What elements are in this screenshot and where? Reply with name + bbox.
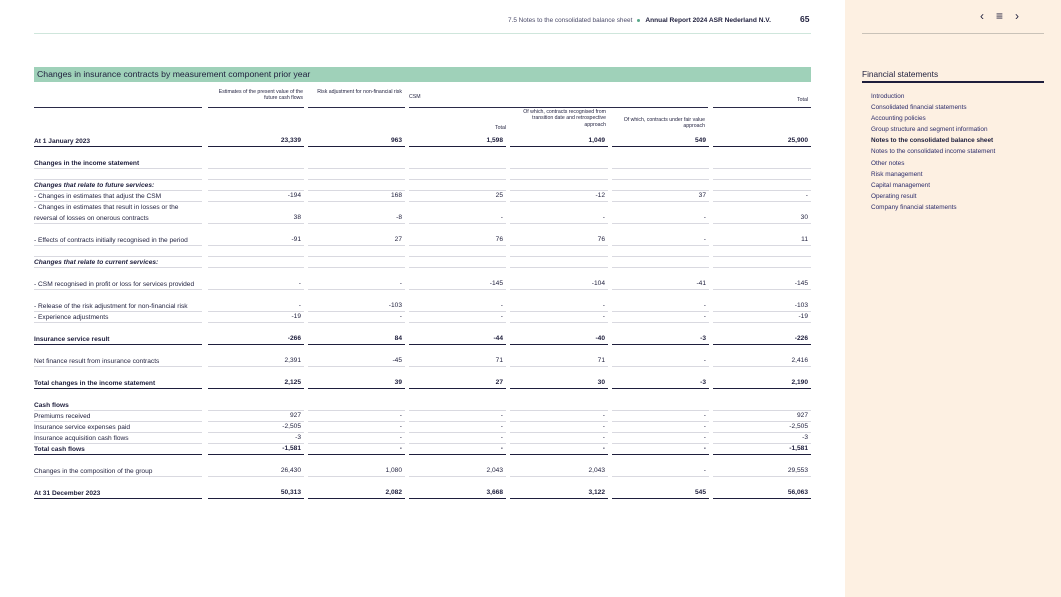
table-cell: 23,339 [280, 137, 301, 144]
row-label: - Changes in estimates that result in losses or the reversal of losses on onerous contracts [34, 204, 179, 222]
table-row [34, 422, 811, 433]
row-rule [713, 322, 811, 323]
table-cell: - [703, 423, 706, 430]
sidebar-nav-item[interactable]: Risk management [871, 170, 923, 178]
table-row [34, 466, 811, 477]
row-rule [409, 344, 506, 345]
row-rule [308, 476, 405, 477]
table-title: Changes in insurance contracts by measurement component prior year [37, 69, 311, 79]
col-header-pv-future-cash-flows: Estimates of the present value of the future cash flows [218, 89, 303, 102]
row-rule [612, 322, 709, 323]
row-rule [612, 498, 709, 499]
table-row [34, 136, 811, 147]
row-rule [308, 146, 405, 147]
row-rule [34, 146, 202, 147]
table-row [34, 378, 811, 389]
table-cell: -194 [287, 192, 301, 199]
header-rule [34, 107, 202, 108]
table-cell: - [399, 445, 402, 452]
table-cell: - [602, 434, 605, 441]
row-rule [208, 344, 304, 345]
sidebar-title-rule [862, 81, 1044, 83]
table-cell: -19 [291, 313, 301, 320]
table-cell: -266 [287, 335, 301, 342]
table-cell: 76 [495, 236, 503, 243]
table-cell: 39 [394, 379, 402, 386]
table-cell: -104 [591, 280, 605, 287]
table-cell: -2,505 [282, 423, 301, 430]
table-cell: 27 [495, 379, 503, 386]
row-label: Total cash flows [34, 446, 85, 453]
table-cell: - [500, 445, 503, 452]
table-cell: 38 [293, 214, 301, 221]
table-row [34, 202, 811, 224]
row-rule [208, 388, 304, 389]
table-cell: 37 [698, 192, 706, 199]
table-cell: 2,043 [588, 467, 605, 474]
table-cell: - [500, 434, 503, 441]
row-rule [308, 454, 405, 455]
table-row [34, 433, 811, 444]
table-cell: - [500, 423, 503, 430]
row-label: Total changes in the income statement [34, 380, 156, 387]
table-cell: 168 [390, 192, 402, 199]
table-cell: 30 [597, 379, 605, 386]
table-cell: - [399, 313, 402, 320]
col-header-csm: CSM [409, 94, 421, 100]
breadcrumb[interactable]: 7.5 Notes to the consolidated balance sheet [508, 16, 633, 24]
table-cell: -19 [798, 313, 808, 320]
table-row [34, 246, 811, 257]
sidebar-nav-item[interactable]: Group structure and segment information [871, 126, 988, 134]
row-rule [510, 366, 608, 367]
row-rule [34, 498, 202, 499]
table-cell: -103 [388, 302, 402, 309]
row-rule [510, 146, 608, 147]
header-rule [308, 107, 405, 108]
row-label: - Experience adjustments [34, 314, 109, 321]
table-row [34, 400, 811, 411]
table-cell: 76 [597, 236, 605, 243]
table-cell: -91 [291, 236, 301, 243]
table-cell: 11 [801, 236, 808, 243]
table-cell: 71 [495, 357, 503, 364]
col-header-csm-total: Total [495, 125, 506, 131]
row-rule [409, 454, 506, 455]
table-cell: - [399, 280, 402, 287]
sidebar-nav-item[interactable]: Capital management [871, 181, 930, 189]
table-cell: - [602, 214, 605, 221]
row-rule [409, 498, 506, 499]
row-label: At 1 January 2023 [34, 138, 91, 145]
table-cell: -3 [700, 335, 706, 342]
table-cell: -1,581 [789, 445, 808, 452]
sidebar-nav-item[interactable]: Company financial statements [871, 203, 957, 211]
table-cell: - [703, 302, 706, 309]
row-label: Cash flows [34, 402, 69, 409]
table-row [34, 257, 811, 268]
row-label: - CSM recognised in profit or loss for services provided [34, 281, 195, 288]
row-rule [34, 388, 202, 389]
row-rule [34, 366, 202, 367]
row-rule [308, 388, 405, 389]
row-rule [308, 366, 405, 367]
row-rule [510, 476, 608, 477]
page-navigation [980, 10, 1019, 22]
row-rule [409, 322, 506, 323]
table-cell: -45 [392, 357, 402, 364]
row-rule [34, 322, 202, 323]
row-label: - Changes in estimates that adjust the CSM [34, 193, 162, 200]
row-rule [510, 344, 608, 345]
row-rule [510, 498, 608, 499]
row-rule [713, 366, 811, 367]
row-label: Insurance acquisition cash flows [34, 435, 129, 442]
table-cell: 1,598 [486, 137, 503, 144]
table-cell: - [399, 412, 402, 419]
sidebar-nav-item[interactable]: Consolidated financial statements [871, 104, 967, 112]
row-rule [208, 454, 304, 455]
table-cell: - [298, 280, 301, 287]
table-cell: 2,043 [486, 467, 503, 474]
sidebar-nav-item[interactable]: Other notes [871, 159, 905, 167]
table-cell: - [602, 423, 605, 430]
table-row [34, 290, 811, 312]
table-cell: 1,049 [588, 137, 605, 144]
separator-dot [637, 19, 640, 22]
row-label: - Release of the risk adjustment for non-financial risk [34, 303, 188, 310]
table-cell: 26,430 [280, 467, 301, 474]
table-cell: - [500, 214, 503, 221]
table-cell: 2,416 [791, 357, 808, 364]
row-rule [308, 322, 405, 323]
table-cell: 2,082 [385, 489, 402, 496]
table-cell: - [602, 412, 605, 419]
table-cell: -103 [794, 302, 808, 309]
table-cell: 2,190 [791, 379, 808, 386]
row-rule [409, 476, 506, 477]
table-row [34, 444, 811, 455]
sidebar-nav-item[interactable]: Accounting policies [871, 115, 926, 123]
row-rule [409, 388, 506, 389]
table-row [34, 411, 811, 422]
row-rule [34, 344, 202, 345]
row-label: Changes that relate to future services: [34, 182, 155, 189]
table-cell: - [602, 302, 605, 309]
row-label: Insurance service result [34, 336, 110, 343]
table-cell: -12 [595, 192, 605, 199]
table-row [34, 180, 811, 191]
sidebar-nav-list [871, 91, 995, 213]
table-cell: - [703, 313, 706, 320]
row-rule [308, 344, 405, 345]
page-number: 65 [800, 14, 810, 24]
table-cell: 549 [694, 137, 706, 144]
sidebar-nav-item[interactable]: Notes to the consolidated income statement [871, 148, 996, 156]
table-cell: 2,125 [284, 379, 301, 386]
row-rule [713, 388, 811, 389]
col-header-risk-adjustment: Risk adjustment for non-financial risk [317, 89, 402, 95]
table-cell: - [703, 467, 706, 474]
sidebar-nav-item[interactable]: Notes to the consolidated balance sheet [871, 137, 994, 145]
table-cell: -44 [493, 335, 503, 342]
col-header-csm-transition: Of which, contracts recognised from transition date and retrospective approach [523, 109, 606, 128]
table-cell: - [703, 357, 706, 364]
menu-icon[interactable]: ≡ [996, 9, 1004, 23]
table-cell: - [500, 313, 503, 320]
table-row [34, 191, 811, 202]
table-cell: - [500, 302, 503, 309]
row-rule [713, 146, 811, 147]
table-cell: - [399, 423, 402, 430]
col-header-total: Total [797, 97, 808, 103]
table-cell: -1,581 [282, 445, 301, 452]
row-label: Net finance result from insurance contracts [34, 358, 160, 365]
table-cell: 29,553 [787, 467, 808, 474]
row-rule [612, 146, 709, 147]
row-rule [612, 388, 709, 389]
row-label: Changes that relate to current services: [34, 259, 159, 266]
table-cell: 3,668 [486, 489, 503, 496]
row-rule [612, 454, 709, 455]
report-title: Annual Report 2024 ASR Nederland N.V. [645, 16, 771, 24]
table-cell: - [703, 236, 706, 243]
sidebar-title[interactable]: Financial statements [862, 69, 939, 79]
table-cell: 927 [796, 412, 808, 419]
table-row [34, 224, 811, 246]
row-rule [612, 344, 709, 345]
row-rule [409, 366, 506, 367]
row-rule [208, 322, 304, 323]
table-cell: -145 [489, 280, 503, 287]
row-rule [208, 498, 304, 499]
table-cell: -8 [396, 214, 402, 221]
table-cell: 2,391 [284, 357, 301, 364]
row-rule [713, 476, 811, 477]
row-label: Changes in the composition of the group [34, 468, 153, 475]
row-rule [34, 476, 202, 477]
table-cell: - [805, 192, 808, 199]
header-rule [713, 107, 811, 108]
row-rule [208, 366, 304, 367]
table-cell: 27 [394, 236, 402, 243]
table-row [34, 169, 811, 180]
table-cell: - [298, 302, 301, 309]
row-rule [510, 454, 608, 455]
row-label: Changes in the income statement [34, 160, 140, 167]
table-row [34, 488, 811, 499]
sidebar [845, 0, 1061, 597]
row-rule [713, 498, 811, 499]
row-label: Insurance service expenses paid [34, 424, 131, 431]
page-header [508, 14, 810, 26]
row-label: - Effects of contracts initially recognised in the period [34, 237, 188, 244]
table-cell: -40 [595, 335, 605, 342]
table-cell: - [703, 434, 706, 441]
table-cell: - [703, 214, 706, 221]
table-cell: -41 [696, 280, 706, 287]
row-label: Premiums received [34, 413, 91, 420]
table-row [34, 334, 811, 345]
insurance-contracts-table [34, 86, 811, 506]
table-cell: 1,080 [385, 467, 402, 474]
table-cell: - [602, 313, 605, 320]
table-row [34, 268, 811, 290]
table-cell: -3 [700, 379, 706, 386]
header-rule [409, 107, 708, 108]
header-divider [34, 33, 811, 34]
table-cell: - [399, 434, 402, 441]
table-cell: 50,313 [280, 489, 301, 496]
table-cell: -3 [295, 434, 301, 441]
sidebar-divider [862, 33, 1044, 34]
table-cell: -3 [802, 434, 808, 441]
table-row [34, 356, 811, 367]
table-cell: - [602, 445, 605, 452]
row-rule [208, 146, 304, 147]
table-cell: 963 [390, 137, 402, 144]
table-cell: 84 [394, 335, 402, 342]
row-rule [308, 498, 405, 499]
row-rule [510, 388, 608, 389]
chevron-left-icon[interactable]: ‹ [980, 9, 984, 23]
table-cell: -145 [794, 280, 808, 287]
table-cell: 545 [694, 489, 706, 496]
header-rule [208, 107, 304, 108]
table-cell: 56,063 [787, 489, 808, 496]
row-rule [612, 476, 709, 477]
chevron-right-icon[interactable]: › [1015, 9, 1020, 23]
row-rule [612, 366, 709, 367]
table-row [34, 158, 811, 169]
row-rule [34, 454, 202, 455]
row-rule [713, 344, 811, 345]
table-title-band [34, 67, 811, 82]
col-header-csm-fair-value: Of which, contracts under fair value approach [623, 117, 705, 130]
row-rule [208, 476, 304, 477]
row-rule [713, 454, 811, 455]
table-cell: 30 [800, 214, 808, 221]
table-row [34, 312, 811, 323]
table-cell: 25,900 [787, 137, 808, 144]
table-cell: - [703, 445, 706, 452]
sidebar-nav-item[interactable]: Operating result [871, 192, 917, 200]
table-cell: 71 [597, 357, 605, 364]
table-cell: -2,505 [789, 423, 808, 430]
row-rule [409, 146, 506, 147]
row-rule [510, 322, 608, 323]
table-cell: - [703, 412, 706, 419]
table-cell: 3,122 [588, 489, 605, 496]
sidebar-nav-item[interactable]: Introduction [871, 93, 905, 100]
table-cell: 25 [495, 192, 503, 199]
table-cell: 927 [289, 412, 301, 419]
row-label: At 31 December 2023 [34, 490, 101, 497]
table-cell: -226 [794, 335, 808, 342]
table-cell: - [500, 412, 503, 419]
